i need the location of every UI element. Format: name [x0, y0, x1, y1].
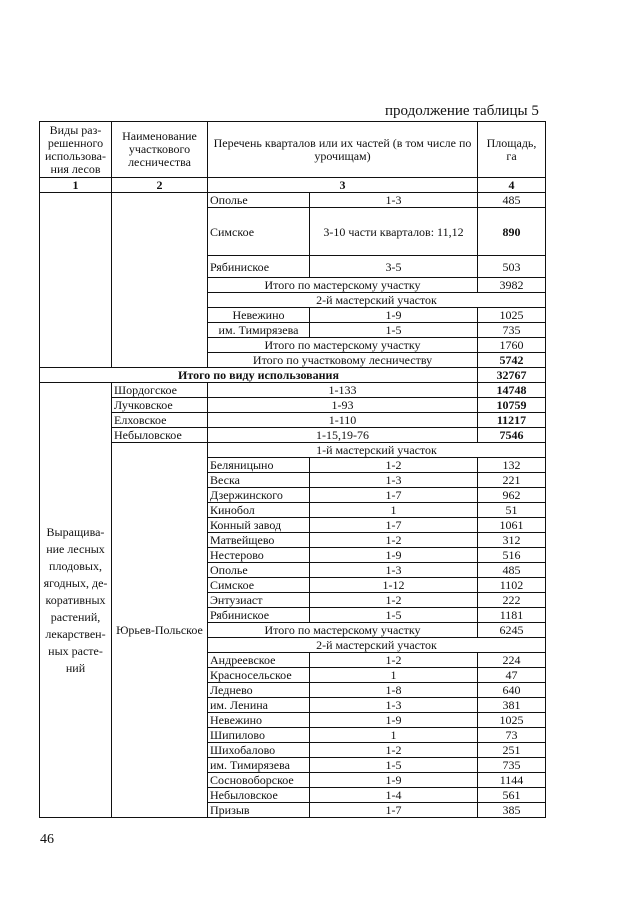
tract-name: Невежино	[208, 308, 310, 323]
area: 224	[478, 653, 546, 668]
quarters: 1-5	[310, 323, 478, 338]
col-number: 3	[208, 178, 478, 193]
quarters: 3-10 части кварталов: 11,12	[310, 208, 478, 256]
quarters: 1-133	[208, 383, 478, 398]
area: 47	[478, 668, 546, 683]
tract-name: Матвейщево	[208, 533, 310, 548]
subtotal-label: Итого по мастерскому участку	[208, 623, 478, 638]
section-label: 1-й мастерский участок	[208, 443, 546, 458]
quarters: 1-93	[208, 398, 478, 413]
area: 381	[478, 698, 546, 713]
area: 7546	[478, 428, 546, 443]
continuation-label: продолжение таблицы 5	[385, 103, 539, 119]
tract-name: Небыловское	[208, 788, 310, 803]
quarters: 1-3	[310, 473, 478, 488]
col-header-area: Площадь, га	[478, 122, 546, 178]
col-number: 2	[112, 178, 208, 193]
tract-name: Красносельское	[208, 668, 310, 683]
area: 561	[478, 788, 546, 803]
area: 640	[478, 683, 546, 698]
quarters: 1-5	[310, 758, 478, 773]
tract-name: им. Ленина	[208, 698, 310, 713]
quarters: 1-9	[310, 308, 478, 323]
quarters: 1-3	[310, 193, 478, 208]
tract-name: Нестерово	[208, 548, 310, 563]
quarters: 1-8	[310, 683, 478, 698]
tract-name: Рябиниское	[208, 608, 310, 623]
tract-name: Конный завод	[208, 518, 310, 533]
area: 735	[478, 323, 546, 338]
quarters: 1-9	[310, 713, 478, 728]
quarters: 1-7	[310, 518, 478, 533]
area: 385	[478, 803, 546, 818]
quarters: 1-2	[310, 458, 478, 473]
area: 1025	[478, 713, 546, 728]
quarters: 1-4	[310, 788, 478, 803]
tract-name: Энтузиаст	[208, 593, 310, 608]
quarters: 3-5	[310, 256, 478, 278]
area: 1102	[478, 578, 546, 593]
area: 516	[478, 548, 546, 563]
area: 890	[478, 208, 546, 256]
area: 3982	[478, 278, 546, 293]
use-type-cell	[40, 193, 112, 368]
quarters: 1-9	[310, 773, 478, 788]
col-header-quarters: Перечень кварталов или их частей (в том числе по урочищам)	[208, 122, 478, 178]
quarters: 1-110	[208, 413, 478, 428]
area: 132	[478, 458, 546, 473]
tract-name: Веска	[208, 473, 310, 488]
tract-name: Симское	[208, 578, 310, 593]
grand-total-label: Итого по виду использования	[40, 368, 478, 383]
tract-name: Кинобол	[208, 503, 310, 518]
forestry-name: Елховское	[112, 413, 208, 428]
area: 251	[478, 743, 546, 758]
tract-name: Шипилово	[208, 728, 310, 743]
quarters: 1-15,19-76	[208, 428, 478, 443]
tract-name: Симское	[208, 208, 310, 256]
grand-total-area: 32767	[478, 368, 546, 383]
quarters: 1-9	[310, 548, 478, 563]
quarters: 1-7	[310, 488, 478, 503]
area: 1181	[478, 608, 546, 623]
col-number: 1	[40, 178, 112, 193]
tract-name: Сосновоборское	[208, 773, 310, 788]
section-label: 2-й мастерский участок	[208, 638, 546, 653]
tract-name: Андреевское	[208, 653, 310, 668]
quarters: 1-12	[310, 578, 478, 593]
area: 312	[478, 533, 546, 548]
area: 735	[478, 758, 546, 773]
quarters: 1-3	[310, 563, 478, 578]
quarters: 1-3	[310, 698, 478, 713]
area: 10759	[478, 398, 546, 413]
col-header-use-type: Виды раз-решенного использова-ния лесов	[40, 122, 112, 178]
area: 1025	[478, 308, 546, 323]
use-type-cell: Выращива-ние лесных плодовых, ягодных, де-коративных растений, лекарствен-ных расте-ний	[40, 383, 112, 818]
area: 503	[478, 256, 546, 278]
section-label: 2-й мастерский участок	[208, 293, 546, 308]
area: 11217	[478, 413, 546, 428]
forestry-cell	[112, 193, 208, 368]
forest-use-table	[39, 121, 546, 818]
tract-name: Призыв	[208, 803, 310, 818]
subtotal-label: Итого по участковому лесничеству	[208, 353, 478, 368]
tract-name: Ополье	[208, 193, 310, 208]
quarters: 1-2	[310, 593, 478, 608]
tract-name: Беляницыно	[208, 458, 310, 473]
quarters: 1-2	[310, 533, 478, 548]
area: 14748	[478, 383, 546, 398]
area: 51	[478, 503, 546, 518]
tract-name: Шихобалово	[208, 743, 310, 758]
tract-name: им. Тимирязева	[208, 323, 310, 338]
area: 485	[478, 193, 546, 208]
quarters: 1	[310, 728, 478, 743]
area: 1760	[478, 338, 546, 353]
area: 73	[478, 728, 546, 743]
area: 962	[478, 488, 546, 503]
forestry-name: Юрьев-Польское	[112, 443, 208, 818]
quarters: 1-7	[310, 803, 478, 818]
area: 1144	[478, 773, 546, 788]
tract-name: Дзержинского	[208, 488, 310, 503]
tract-name: Невежино	[208, 713, 310, 728]
area: 221	[478, 473, 546, 488]
area: 222	[478, 593, 546, 608]
col-header-forestry: Наименование участкового лесничества	[112, 122, 208, 178]
area: 6245	[478, 623, 546, 638]
quarters: 1-2	[310, 743, 478, 758]
subtotal-label: Итого по мастерскому участку	[208, 338, 478, 353]
area: 485	[478, 563, 546, 578]
quarters: 1	[310, 503, 478, 518]
quarters: 1	[310, 668, 478, 683]
tract-name: им. Тимирязева	[208, 758, 310, 773]
tract-name: Леднево	[208, 683, 310, 698]
tract-name: Рябиниское	[208, 256, 310, 278]
area: 1061	[478, 518, 546, 533]
subtotal-label: Итого по мастерскому участку	[208, 278, 478, 293]
page-number: 46	[40, 832, 54, 847]
forestry-name: Лучковское	[112, 398, 208, 413]
forestry-name: Шордогское	[112, 383, 208, 398]
forestry-name: Небыловское	[112, 428, 208, 443]
tract-name: Ополье	[208, 563, 310, 578]
quarters: 1-5	[310, 608, 478, 623]
area: 5742	[478, 353, 546, 368]
col-number: 4	[478, 178, 546, 193]
quarters: 1-2	[310, 653, 478, 668]
